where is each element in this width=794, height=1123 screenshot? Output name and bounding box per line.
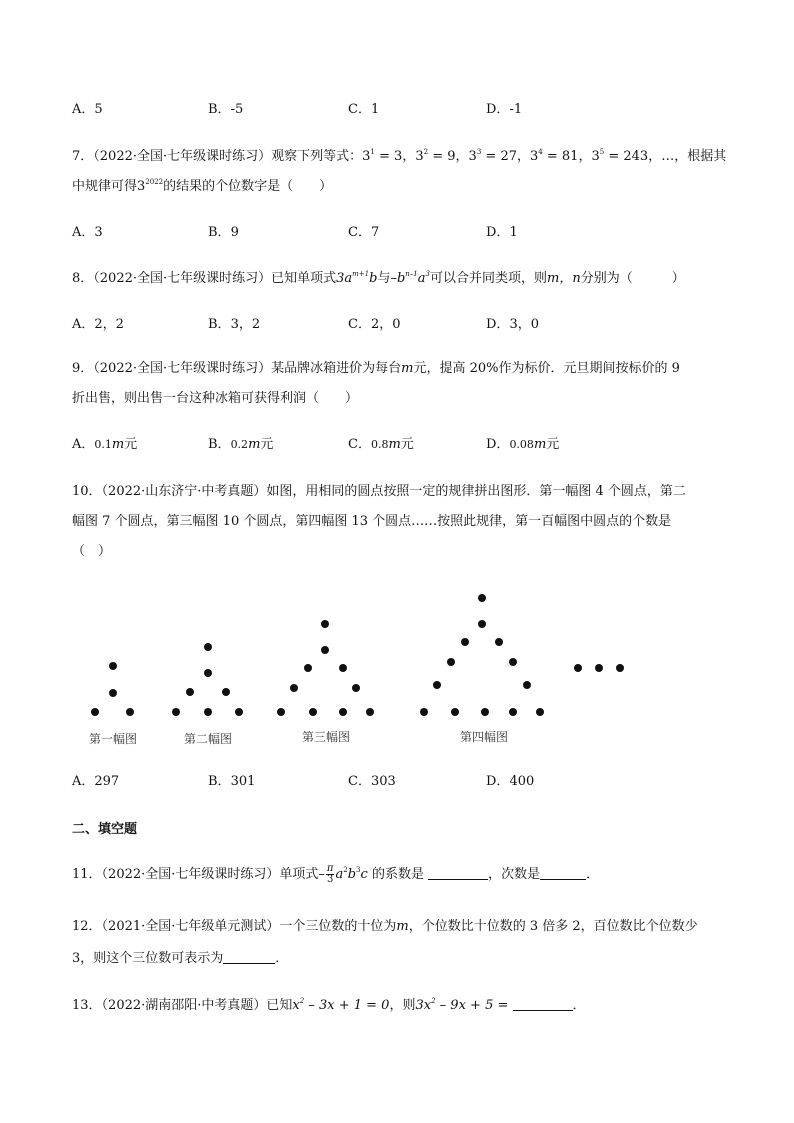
dot: [204, 669, 212, 677]
dot: [277, 708, 285, 716]
q11-stem: 11．（2022·全国·七年级课时练习）单项式– $\frac{\pi}{3}$ $a^2b^3c$ 的系数是 ，次数是 ．: [72, 863, 600, 885]
dot: [523, 681, 531, 689]
q11-fraction: $\frac{\pi}{3}$: [326, 863, 334, 885]
q7-eq-5: $3^5 = 243$: [591, 148, 649, 164]
dot: [339, 708, 347, 716]
option-text: -5: [230, 102, 244, 117]
option-label: A．: [72, 102, 95, 117]
option-text: -1: [509, 102, 523, 117]
q10-option-a[interactable]: A．297: [72, 774, 120, 789]
q7-option-a[interactable]: A．3: [72, 225, 103, 240]
q7-eq-2: $3^2 = 9$: [415, 148, 456, 164]
q12-answer-blank[interactable]: [223, 951, 275, 964]
q7-option-d[interactable]: D．1: [486, 225, 518, 240]
q7-option-b[interactable]: B．9: [208, 225, 239, 240]
figure-4-dots: [420, 594, 544, 716]
q9-stem-line1: 9．（2022·全国·七年级课时练习）某品牌冰箱进价为每台m元，提高 20%作为标价．元旦期间按标价的 9: [72, 361, 680, 376]
dot: [290, 684, 298, 692]
q11-answer-blank-2[interactable]: [540, 867, 586, 880]
dot: [536, 708, 544, 716]
q13-equation: $x^2 - 3x + 1 = 0$: [292, 997, 390, 1013]
q8-option-a[interactable]: A．2，2: [72, 317, 124, 332]
q8-option-c[interactable]: C．2，0: [348, 317, 401, 332]
dot: [478, 594, 486, 602]
q7-option-c[interactable]: C．7: [348, 225, 380, 240]
q7-eq-3: $3^3 = 27$: [468, 148, 517, 164]
q10-stem-line1: 10．（2022·山东济宁·中考真题）如图，用相同的圆点按照一定的规律拼出图形．第一幅图 4 个圆点，第二: [72, 484, 686, 499]
dot: [478, 620, 486, 628]
option-label: C．: [348, 102, 371, 117]
option-text: 1: [370, 102, 380, 117]
q8-term1: $3a^{m+1}b$: [336, 270, 378, 286]
q6-option-a[interactable]: [72, 101, 103, 119]
dot: [509, 658, 517, 666]
dot: [509, 708, 517, 716]
option-label: D．: [486, 102, 510, 117]
dot: [91, 708, 99, 716]
q9-option-b[interactable]: B．0.2m元: [208, 437, 274, 452]
figure-2-label: 第二幅图: [183, 732, 233, 746]
q7-eq-4: $3^4 = 81$: [530, 148, 579, 164]
q7-eq-1: $3^1 = 3$: [362, 148, 403, 164]
dot: [235, 708, 243, 716]
q10-stem-line2: 幅图 7 个圆点，第三幅图 10 个圆点，第四幅图 13 个圆点……按照此规律，第一百幅图中圆点的个数是: [72, 514, 672, 529]
dot: [321, 620, 329, 628]
dot: [109, 689, 117, 697]
dot: [451, 708, 459, 716]
dot: [481, 708, 489, 716]
figure-1-label: 第一幅图: [88, 732, 138, 746]
dot: [366, 708, 374, 716]
dot: [126, 708, 134, 716]
dot: [574, 664, 582, 672]
figure-1-dots: [91, 662, 134, 716]
q7-stem-line2: 中规律可得$3^{2022}$的结果的个位数字是（ ）: [72, 178, 333, 194]
q8-stem: 8．（2022·全国·七年级课时练习）已知单项式$3a^{m+1}b$与$-b^{n-1}a^3$可以合并同类项，则m，n分别为（ ）: [72, 270, 685, 286]
dot: [352, 684, 360, 692]
q7-prefix: 7．（2022·全国·七年级课时练习）观察下列等式：: [72, 149, 363, 164]
q13-stem: 13．（2022·湖南邵阳·中考真题）已知$x^2 - 3x + 1 = 0$，则$3x^2 - 9x + 5$ = ．: [72, 997, 586, 1013]
dot: [616, 664, 624, 672]
dot: [109, 662, 117, 670]
q6-option-b[interactable]: [208, 101, 243, 119]
dot: [172, 708, 180, 716]
figure-4-label: 第四幅图: [459, 730, 509, 744]
dot: [420, 708, 428, 716]
dot: [186, 688, 194, 696]
dot: [495, 638, 503, 646]
q8-option-b[interactable]: B．3，2: [208, 317, 261, 332]
q10-stem-line3: （ ）: [72, 544, 112, 559]
dot: [204, 643, 212, 651]
dot: [447, 658, 455, 666]
q8-term2: $-b^{n-1}a^3$: [390, 270, 430, 286]
dot: [595, 664, 603, 672]
option-text: 5: [94, 102, 103, 117]
figure-3-label: 第三幅图: [301, 730, 351, 744]
q10-dot-pattern-figure: [0, 580, 794, 755]
option-label: B．: [208, 102, 231, 117]
q7-stem-line1: 7．（2022·全国·七年级课时练习）观察下列等式：$3^1 = 3$，$3^2 = 9$，$3^3 = 27$，$3^4 = 81$，$3^5 = 243$，…，根据其: [72, 148, 727, 164]
q11-answer-blank-1[interactable]: [428, 867, 488, 880]
section-heading-fill-in: 二、填空题: [72, 822, 138, 837]
q9-option-d[interactable]: D．0.08m元: [486, 437, 560, 452]
q10-option-c[interactable]: C．303: [348, 774, 396, 789]
q6-option-c[interactable]: [348, 101, 379, 119]
q12-stem-line1: 12．（2021·全国·七年级单元测试）一个三位数的十位为m，个位数比十位数的 3 倍多 2，百位数比个位数少: [72, 919, 698, 934]
q6-option-d[interactable]: [486, 101, 522, 119]
dot: [304, 664, 312, 672]
dot: [222, 688, 230, 696]
q12-stem-line2: 3，则这个三位数可表示为 ．: [72, 951, 289, 966]
dot: [339, 664, 347, 672]
q13-expression: $3x^2 - 9x + 5$ =: [415, 997, 509, 1013]
q10-option-d[interactable]: D．400: [486, 774, 535, 789]
q8-option-d[interactable]: D．3，0: [486, 317, 539, 332]
dot: [309, 708, 317, 716]
q9-option-c[interactable]: C．0.8m元: [348, 437, 414, 452]
q13-answer-blank[interactable]: [513, 998, 573, 1011]
q9-stem-line2: 折出售，则出售一台这种冰箱可获得利润（ ）: [72, 391, 359, 406]
figure-3-dots: [277, 620, 374, 716]
dot: [321, 646, 329, 654]
dot: [433, 681, 441, 689]
q10-option-b[interactable]: B．301: [208, 774, 256, 789]
figure-2-dots: [172, 643, 243, 716]
dot: [461, 638, 469, 646]
dot: [204, 708, 212, 716]
ellipsis-dots: [574, 664, 624, 672]
q9-option-a[interactable]: A．0.1m元: [72, 437, 138, 452]
